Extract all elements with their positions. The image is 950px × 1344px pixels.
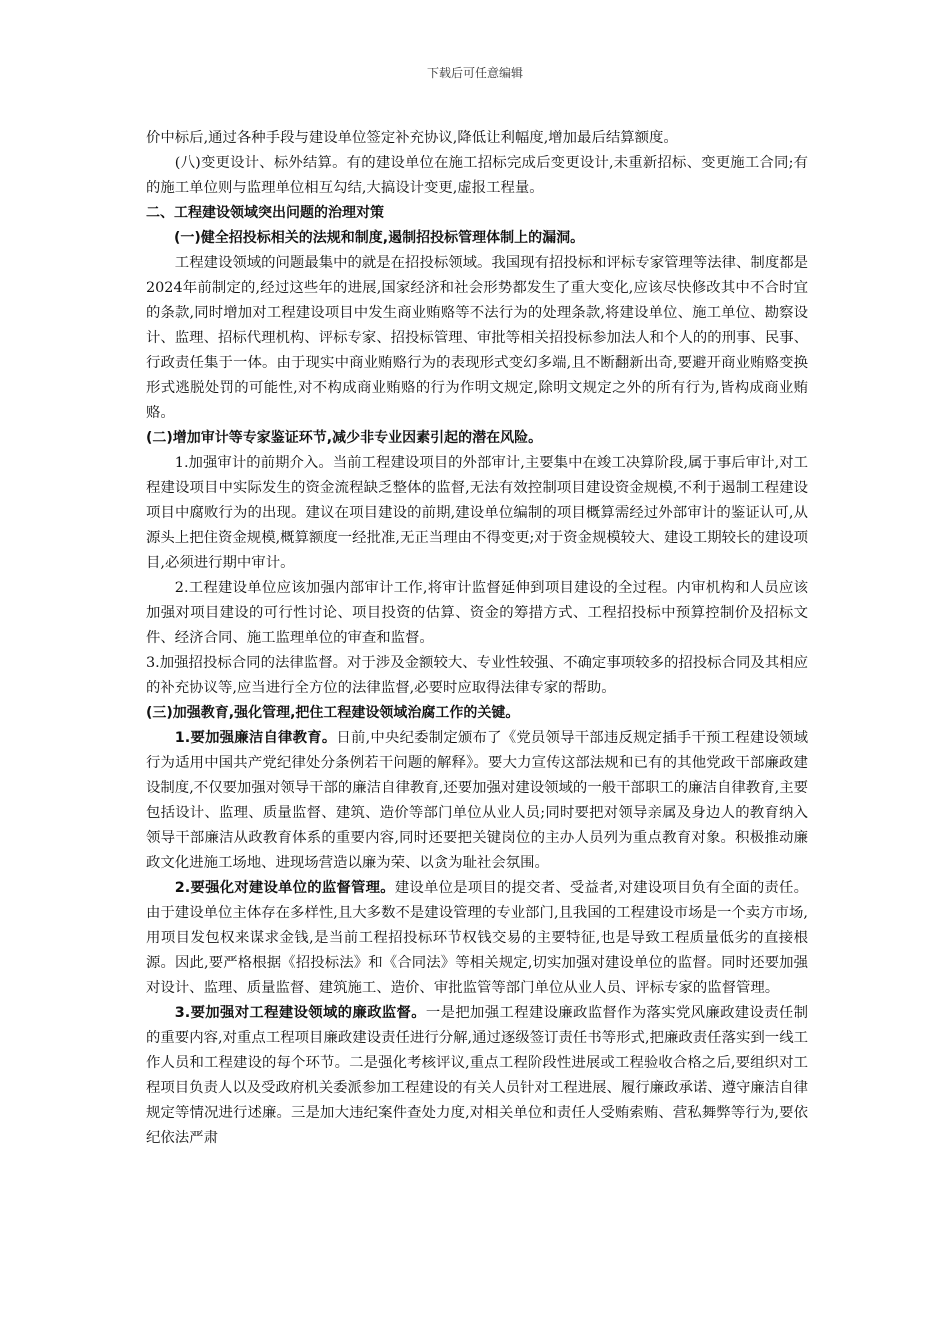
- paragraph: [146, 1001, 808, 1151]
- paragraph: 3.加强招投标合同的法律监督。对于涉及金额较大、专业性较强、不确定事项较多的招投标合同及其相应的补充协议等,应当进行全方位的法律监督,必要时应取得法律专家的帮助。: [146, 655, 808, 696]
- paragraph-lead: 2.要强化对建设单位的监督管理。: [174, 880, 395, 896]
- subsection-heading: (一)健全招投标相关的法规和制度,遏制招投标管理体制上的漏洞。: [174, 230, 585, 246]
- paragraph: 价中标后,通过各种手段与建设单位签定补充协议,降低让利幅度,增加最后结算额度。: [146, 130, 678, 146]
- subsection-heading: (三)加强教育,强化管理,把住工程建设领域治腐工作的关键。: [146, 705, 520, 721]
- subsection-heading: (二)增加审计等专家鉴证环节,减少非专业因素引起的潜在风险。: [146, 430, 543, 446]
- paragraph: (八)变更设计、标外结算。有的建设单位在施工招标完成后变更设计,未重新招标、变更施工合同;有的施工单位则与监理单位相互勾结,大搞设计变更,虚报工程量。: [146, 155, 808, 196]
- paragraph: [146, 876, 808, 1001]
- paragraph-text: 建设单位是项目的提交者、受益者,对建设项目负有全面的责任。由于建设单位主体存在多样性,且大多数不是建设管理的专业部门,且我国的工程建设市场是一个卖方市场,用项目发包权来谋求金钱,是当前工程招投标环节权钱交易的主要特征,也是导致工程质量低劣的直接根源。因此,要严格根据《招投标法》和《合同法》等相关规定,切实加强对建设单位的监督。同时还要加强对设计、监理、质量监督、建筑施工、造价、审批监管等部门单位从业人员、评标专家的监督管理。: [146, 880, 808, 996]
- paragraph: 1.加强审计的前期介入。当前工程建设项目的外部审计,主要集中在竣工决算阶段,属于事后审计,对工程建设项目中实际发生的资金流程缺乏整体的监督,无法有效控制项目建设资金规模,不利于遏制工程建设项目中腐败行为的出现。建议在项目建设的前期,建设单位编制的项目概算需经过外部审计的鉴证认可,从源头上把住资金规模,概算额度一经批准,无正当理由不得变更;对于资金规模较大、建设工期较长的建设项目,必须进行期中审计。: [146, 455, 808, 571]
- paragraph-text: 一是把加强工程建设廉政监督作为落实党风廉政建设责任制的重要内容,对重点工程项目廉政建设责任进行分解,通过逐级签订责任书等形式,把廉政责任落实到一线工作人员和工程建设的每个环节。二是强化考核评议,重点工程阶段性进展或工程验收合格之后,要组织对工程项目负责人以及受政府机关委派参加工程建设的有关人员针对工程进展、履行廉政承诺、遵守廉洁自律规定等情况进行述廉。三是加大违纪案件查处力度,对相关单位和责任人受贿索贿、营私舞弊等行为,要依纪依法严肃: [146, 1005, 808, 1146]
- paragraph: [146, 726, 808, 876]
- paragraph-lead: 3.要加强对工程建设领域的廉政监督。: [174, 1005, 426, 1021]
- section-heading: 二、工程建设领域突出问题的治理对策: [146, 205, 384, 221]
- page-header: 下载后可任意编辑: [426, 66, 523, 80]
- paragraph-text: 日前,中央纪委制定颁布了《党员领导干部违反规定插手干预工程建设领域行为适用中国共产党纪律处分条例若干问题的解释》。要大力宣传这部法规和已有的其他党政干部廉政建设制度,不仅要加强对领导干部的廉洁自律教育,还要加强对建设领域的一般干部职工的廉洁自律教育,主要包括设计、监理、质量监督、建筑、造价等部门单位从业人员;同时要把对领导亲属及身边人的教育纳入领导干部廉洁从政教育体系的重要内容,同时还要把关键岗位的主办人员列为重点教育对象。积极推动廉政文化进施工场地、进现场营造以廉为荣、以贪为耻社会氛围。: [146, 730, 808, 871]
- paragraph-lead: 1.要加强廉洁自律教育。: [174, 730, 337, 746]
- paragraph: 2.工程建设单位应该加强内部审计工作,将审计监督延伸到项目建设的全过程。内审机构和人员应该加强对项目建设的可行性讨论、项目投资的估算、资金的筹措方式、工程招投标中预算控制价及招标文件、经济合同、施工监理单位的审查和监督。: [146, 580, 808, 646]
- paragraph: 工程建设领域的问题最集中的就是在招投标领域。我国现有招投标和评标专家管理等法律、制度都是2024年前制定的,经过这些年的进展,国家经济和社会形势都发生了重大变化,应该尽快修改其中不合时宜的条款,同时增加对工程建设项目中发生商业贿赂等不法行为的处理条款,将建设单位、施工单位、勘察设计、监理、招标代理机构、评标专家、招投标管理、审批等相关招投标参加法人和个人的的刑事、民事、行政责任集于一体。由于现实中商业贿赂行为的表现形式变幻多端,且不断翻新出奇,要避开商业贿赂变换形式逃脱处罚的可能性,对不构成商业贿赂的行为作明文规定,除明文规定之外的所有行为,皆构成商业贿赂。: [146, 255, 808, 421]
- document-body: [146, 126, 808, 1151]
